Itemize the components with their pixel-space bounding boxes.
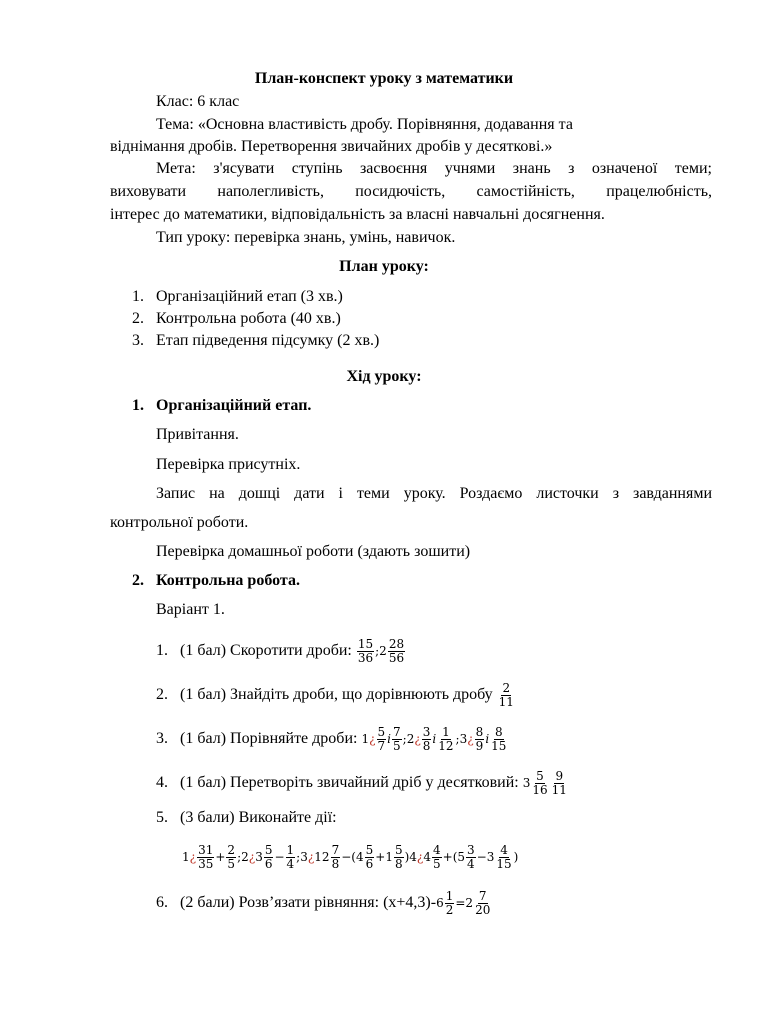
goal-line-2: виховувати наполегливість, посидючість, самостійність, працелюбність,: [110, 183, 712, 200]
fraction: $\frac{5}{16}$: [532, 769, 548, 797]
task-item: [156, 638, 406, 665]
plan-item-text: Етап підведення підсумку (2 хв.): [156, 332, 380, 349]
variant-label: Варіант 1.: [156, 601, 225, 618]
task-item: [156, 726, 508, 753]
fraction: $\frac{28}{56}$: [388, 637, 405, 665]
section-1-heading: [132, 396, 311, 416]
fraction: $\frac{3}{8}$: [422, 725, 431, 753]
fraction: $\frac{1}{2}$: [445, 889, 454, 917]
plan-item: [132, 331, 379, 351]
fraction: $\frac{2}{5}$: [227, 843, 236, 871]
fraction: $\frac{5}{6}$: [365, 843, 374, 871]
topic-line-1: Тема: «Основна властивість дробу. Порівняння, додавання та: [156, 116, 573, 133]
attendance-line: Перевірка присутніх.: [156, 456, 301, 473]
task-4-expression: 3 $\frac{5}{16}$ $\frac{9}{11}$: [522, 769, 567, 797]
plan-item-text: Організаційний етап (3 хв.): [156, 288, 343, 305]
greeting-line: Привітання.: [156, 426, 239, 443]
section-number: 2.: [132, 572, 144, 589]
task-6-expression: 6 $\frac{1}{2}$ =2 $\frac{7}{20}$: [436, 889, 491, 917]
plan-item: [132, 287, 343, 307]
plan-item-number: 2.: [132, 310, 144, 327]
task-item: [156, 682, 516, 709]
fraction: $\frac{15}{36}$: [357, 637, 374, 665]
section-number: 1.: [132, 397, 144, 414]
task-text: (1 бал) Порівняйте дроби:: [180, 730, 358, 748]
task-item: [156, 770, 569, 797]
goal-line-1: Мета: з'ясувати ступінь засвоєння учнями знань з означеної теми;: [156, 160, 712, 177]
topic-line-2: віднімання дробів. Перетворення звичайних дробів у десяткові.»: [110, 138, 553, 155]
goal-line-3: інтерес до математики, відповідальність за власні навчальні досягнення.: [110, 206, 605, 223]
task-text: (3 бали) Виконайте дії:: [180, 809, 337, 826]
task-5-expression: 1¿ $\frac{31}{35}$ + $\frac{2}{5}$ ;2¿3 $\frac{5}{6}$ − $\frac{1}{4}$ ;3¿12 $\frac{7}{8}$ −(4 $\frac{5}{6}$ +1 $\frac{5}{8}$ )4¿4 $\frac{4}{5}$ +(5 $\frac{3}{4}$ −3 $\frac{4}{15}$ ): [182, 843, 519, 871]
fraction: $\frac{7}{8}$: [331, 843, 340, 871]
task-text: (1 бал) Перетворіть звичайний дріб у десятковий:: [180, 774, 519, 792]
section-title: Організаційний етап.: [156, 397, 312, 414]
plan-item-text: Контрольна робота (40 хв.): [156, 310, 341, 327]
fraction: $\frac{3}{4}$: [467, 843, 475, 871]
fraction: $\frac{5}{7}$: [377, 725, 386, 753]
section-title: Контрольна робота.: [156, 572, 300, 589]
task-item: [156, 890, 492, 917]
board-line-1: Запис на дошці дати і теми уроку. Роздаємо листочки з завданнями: [156, 485, 712, 502]
fraction: $\frac{7}{20}$: [475, 889, 491, 917]
task-2-expression: [497, 682, 516, 709]
task-number: 4.: [156, 774, 168, 792]
section-2-heading: [132, 571, 300, 591]
task-number: 6.: [156, 894, 168, 912]
plan-item-number: 3.: [132, 332, 144, 349]
fraction: $\frac{4}{5}$: [433, 843, 441, 871]
plan-item-number: 1.: [132, 288, 144, 305]
fraction: $\frac{7}{5}$: [393, 725, 401, 753]
task-3-expression: 1¿ $\frac{5}{7}$ і $\frac{7}{5}$ ;2¿ $\frac{3}{8}$ і $\frac{1}{12}$ ;3¿ $\frac{8}{9}$ і $\frac{8}{15}$: [361, 725, 507, 753]
task-item: [156, 808, 337, 828]
plan-item: [132, 309, 341, 329]
board-line-2: контрольної роботи.: [110, 514, 249, 531]
task-number: 5.: [156, 809, 168, 826]
fraction: $\frac{5}{8}$: [394, 843, 403, 871]
task-number: 2.: [156, 686, 168, 704]
fraction: $\frac{9}{11}$: [551, 769, 567, 797]
page-title: План-конспект уроку з математики: [254, 70, 514, 87]
task-number: 3.: [156, 730, 168, 748]
fraction: $\frac{1}{12}$: [438, 725, 454, 753]
fraction: $\frac{5}{6}$: [264, 843, 273, 871]
fraction: $\frac{8}{15}$: [491, 725, 507, 753]
fraction: $\frac{8}{9}$: [475, 725, 484, 753]
homework-line: Перевірка домашньої роботи (здають зошити): [156, 543, 471, 560]
lesson-type: Тип уроку: перевірка знань, умінь, навичок.: [156, 229, 456, 246]
task-number: 1.: [156, 642, 168, 660]
course-heading: Хід уроку:: [346, 368, 422, 385]
task-1-expression: $\frac{15}{36}$ ;2 $\frac{28}{56}$: [357, 637, 405, 665]
task-text: (1 бал) Знайдіть дроби, що дорівнюють дробу: [180, 686, 493, 704]
class-line: Клас: 6 клас: [156, 93, 240, 110]
fraction: $\frac{1}{4}$: [286, 843, 295, 871]
fraction: $\frac{4}{15}$: [496, 843, 512, 871]
task-text: (2 бали) Розв’язати рівняння: (x+4,3)-: [180, 894, 437, 912]
plan-heading: План уроку:: [339, 258, 429, 275]
task-text: (1 бал) Скоротити дроби:: [180, 642, 352, 660]
fraction: $\frac{2}{11}$: [498, 681, 514, 709]
fraction: $\frac{31}{35}$: [198, 843, 214, 871]
